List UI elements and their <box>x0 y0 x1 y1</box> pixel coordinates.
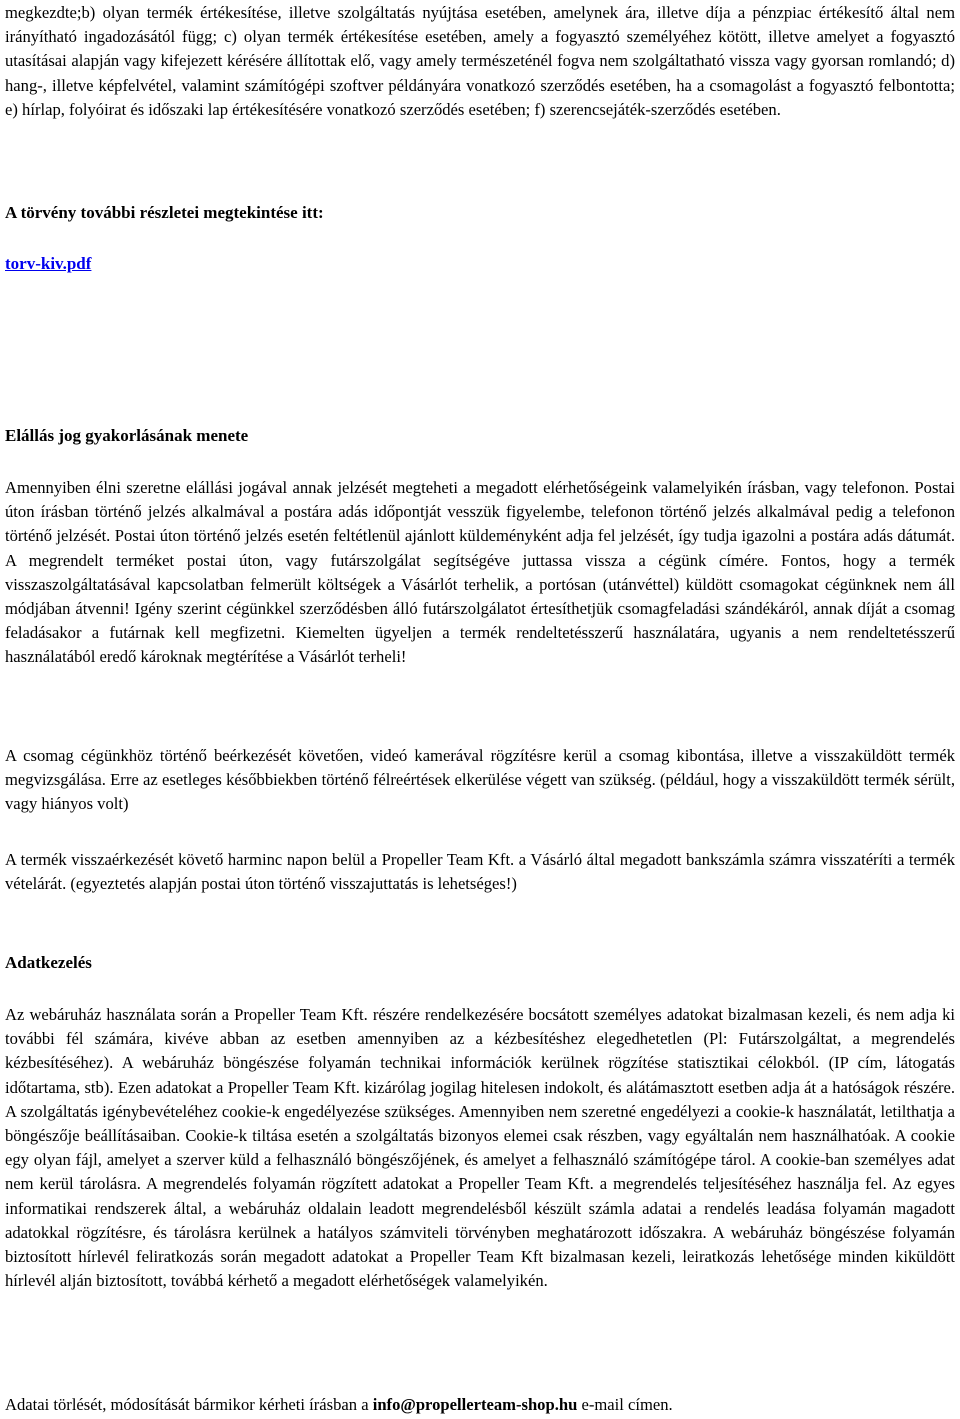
withdrawal-paragraph-3-block <box>5 848 955 896</box>
withdrawal-paragraph: Amennyiben élni szeretne elállási jogával annak jelzését megteheti a megadott elérhetőségeink valamelyikén írásban, vagy telefonon. Postai úton írásban történő jelzés alkalmával a postára adás időpontját vesszük figyelembe, telefonon történő jelzés alkalmával pedig a telefonon történő jelzését. Postai úton történő jelzés esetén feltétlenül ajánlott küldeményként adja fel jelzését, így tudja igazolni a postára adás dátumát. A megrendelt terméket postai úton, vagy futárszolgálat segítségéve juttassa vissza a cégünk címére. Fontos, hogy a termék visszaszolgáltatásával kapcsolatban felmerült költségek a Vásárlót terhelik, a portósan (utánvéttel) küldött csomagokat cégünknek nem áll módjában átvenni! Igény szerint cégünkkel szerződésben álló futárszolgálatot értesíthetjük csomagfeladási szándékáról, annak díját a csomag feladásakor a futárnak kell megfizetni. Kiemelten ügyeljen a termék rendeltetésszerű használatára, ugyanis a nem rendeltetésszerű használatából eredő károknak megtérítése a Vásárlót terheli! <box>5 478 955 667</box>
withdrawal-paragraph: A csomag cégünkhöz történő beérkezését követően, videó kamerával rögzítésre kerül a csomag kibontása, illetve a visszaküldött termék megvizsgálása. Erre az esetleges későbbiekben történő félreértések elkerülése végett van szükség. (például, hogy a visszaküldött termék sérült, vagy hiányos volt) <box>5 746 955 814</box>
contact-suffix: e-mail címen. <box>577 1395 673 1414</box>
intro-paragraph: megkezdte;b) olyan termék értékesítése, illetve szolgáltatás nyújtása esetében, amelynek ára, illetve díja a pénzpiac értékesítő által nem irányítható ingadozásától függ; c) olyan termék értékesítése esetében, amely a fogyasztó személyéhez kötött, illetve amelyet a fogyasztó utasításai alapján vagy kifejezett kérésére állítottak elő, vagy amely természeténél fogva nem szolgáltatható vissza vagy gyorsan romlandó; d) hang-, illetve képfelvétel, valamint számítógépi szoftver példányára vonatkozó szerződés esetében, ha a csomagolást a fogyasztó felbontotta; e) hírlap, folyóirat és időszaki lap értékesítésére vonatkozó szerződés esetében; f) szerencsejáték-szerződés esetében. <box>5 3 955 119</box>
contact-paragraph <box>5 1393 955 1417</box>
law-link-row <box>5 252 955 276</box>
contact-email[interactable]: info@propellerteam-shop.hu <box>372 1395 578 1414</box>
withdrawal-section <box>5 424 955 448</box>
privacy-paragraph-block <box>5 1003 955 1293</box>
law-pdf-link[interactable]: torv-kiv.pdf <box>5 254 92 273</box>
privacy-paragraph: Az webáruház használata során a Propeller Team Kft. részére rendelkezésére bocsátott személyes adatokat bizalmasan kezeli, és nem adja ki további fél számára, kivéve abban az esetben amennyiben az a kézbesítéshez elegedhetetlen (Pl: Futárszolgáltat, a megrendelés kézbesítéséhez). A webáruház böngészése folyamán technikai információk kerülnek rögzítése statisztikai célokból. (IP cím, látogatás időtartama, stb). Ezen adatokat a Propeller Team Kft. kizárólag jogilag hitelesen indokolt, és alátámasztott esetben adja át a hatóságok részére. A szolgáltatás igénybevételéhez cookie-k engedélyezése szükséges. Amennyiben nem szeretné engedélyezi a cookie-k használatát, letilthatja a böngészője beállításaiban. Cookie-k tiltása esetén a szolgáltatás bizonyos elemei csak részben, vagy egyáltalán nem használhatóak. A cookie egy olyan fájl, amelyet a szerver küld a felhasználó böngészőjének, és amelyet a felhasználó számítógépe tárol. A cookie-ban személyes adat nem kerül tárolásra. A megrendelés folyamán rögzített adatokat a Propeller Team Kft. a megrendelés teljesítéséhez használja fel. Az egyes informatikai rendszerek által, a webáruház oldalain leadott megrendelésből készült számla adatai a rendelés leadása folyamán magadott adatokkal rögzítésre, és tárolásra kerülnek a hatályos számviteli törvényben meghatározott időszakra. A webáruház böngészése folyamán biztosított hírlevél feliratkozás során megadott adatokat a Propeller Team Kft bizalmasan kezeli, leiratkozás lehetősége minden kiküldött hírlevél alján biztosított, továbbá kérhető a megadott elérhetőségek valamelyikén. <box>5 1005 955 1291</box>
intro-section <box>5 1 955 122</box>
withdrawal-paragraph-2-block <box>5 744 955 817</box>
withdrawal-paragraph-1-block <box>5 476 955 670</box>
law-section <box>5 201 955 225</box>
contact-prefix: Adatai törlését, módosítását bármikor kérheti írásban a <box>5 1395 373 1414</box>
privacy-heading: Adatkezelés <box>5 953 92 972</box>
withdrawal-paragraph: A termék visszaérkezését követő harminc napon belül a Propeller Team Kft. a Vásárló által megadott bankszámla számra visszatéríti a termék vételárát. (egyeztetés alapján postai úton történő visszajuttatás is lehetséges!) <box>5 850 955 894</box>
contact-section <box>5 1393 955 1417</box>
privacy-section <box>5 951 955 975</box>
withdrawal-heading: Elállás jog gyakorlásának menete <box>5 426 249 445</box>
law-heading: A törvény további részletei megtekintése itt: <box>5 203 324 222</box>
